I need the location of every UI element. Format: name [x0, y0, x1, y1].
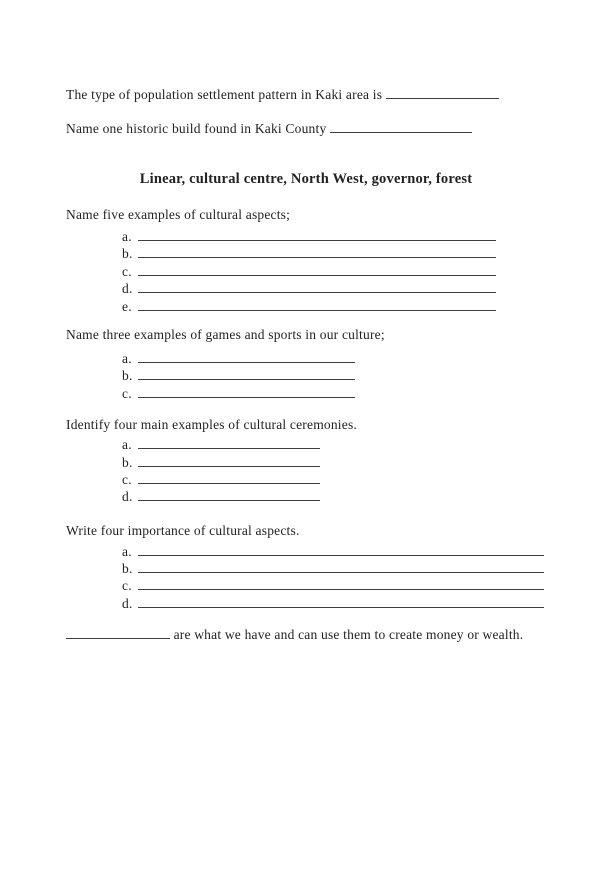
answer-list-ceremonies: [0, 436, 612, 506]
answer-line: [138, 561, 544, 573]
answer-line: [138, 299, 496, 311]
answer-letter: e.: [122, 298, 132, 314]
answer-line: [138, 472, 320, 484]
answer-row: [122, 560, 612, 577]
answer-list-cultural-aspects: [0, 228, 612, 315]
answer-line: [138, 246, 496, 258]
question-games-sports-prompt: Name three examples of games and sports in our culture;: [66, 326, 385, 342]
question-settlement-text: The type of population settlement pattern in Kaki area is: [66, 87, 383, 102]
answer-row: [122, 595, 612, 612]
answer-letter: b.: [122, 246, 133, 262]
answer-letter: d.: [122, 595, 133, 611]
answer-letter: c.: [122, 578, 132, 594]
answer-row: [122, 245, 612, 262]
answer-letter: c.: [122, 471, 132, 487]
answer-letter: a.: [122, 437, 132, 453]
answer-line: [138, 264, 496, 276]
answer-line: [138, 455, 320, 467]
answer-letter: d.: [122, 489, 133, 505]
answer-line: [138, 368, 355, 380]
answer-line: [138, 281, 496, 293]
answer-blank-historic: [330, 121, 472, 133]
word-bank-heading: Linear, cultural centre, North West, governor, forest: [139, 171, 473, 187]
answer-row: [122, 280, 612, 297]
answer-letter: d.: [122, 281, 133, 297]
answer-line: [138, 578, 544, 590]
answer-row: [122, 436, 612, 453]
question-importance-prompt: Write four importance of cultural aspects.: [66, 522, 300, 538]
answer-blank-wealth: [66, 627, 170, 639]
question-settlement-pattern: [66, 86, 612, 104]
question-cultural-aspects-prompt: Name five examples of cultural aspects;: [66, 207, 291, 222]
answer-row: [122, 385, 612, 402]
answer-row: [122, 454, 612, 471]
question-wealth-text: are what we have and can use them to create money or wealth.: [173, 627, 524, 643]
answer-row: [122, 350, 612, 367]
answer-list-games-sports: [0, 350, 612, 402]
answer-letter: c.: [122, 385, 132, 401]
answer-letter: b.: [122, 561, 133, 577]
answer-letter: a.: [122, 229, 132, 244]
answer-line: [138, 489, 320, 501]
answer-row: [122, 298, 612, 315]
answer-list-importance: [0, 543, 612, 613]
answer-letter: c.: [122, 263, 132, 279]
answer-letter: b.: [122, 454, 133, 470]
question-historic-text: Name one historic build found in Kaki County: [66, 121, 327, 136]
answer-letter: a.: [122, 350, 132, 366]
answer-blank-settlement: [386, 87, 499, 99]
answer-line: [138, 386, 355, 398]
answer-letter: a.: [122, 543, 132, 559]
answer-row: [122, 577, 612, 594]
answer-row: [122, 263, 612, 280]
question-ceremonies-prompt: Identify four main examples of cultural ceremonies.: [66, 417, 357, 433]
question-historic-build: [66, 120, 612, 138]
answer-line: [138, 351, 355, 363]
worksheet-page: [0, 86, 612, 878]
answer-line: [138, 229, 496, 241]
answer-line: [138, 596, 544, 608]
answer-line: [138, 437, 320, 449]
answer-row: [122, 228, 612, 245]
answer-row: [122, 367, 612, 384]
question-wealth: [66, 625, 531, 644]
answer-row: [122, 488, 612, 505]
answer-line: [138, 544, 544, 556]
answer-row: [122, 471, 612, 488]
answer-row: [122, 543, 612, 560]
answer-letter: b.: [122, 368, 133, 384]
